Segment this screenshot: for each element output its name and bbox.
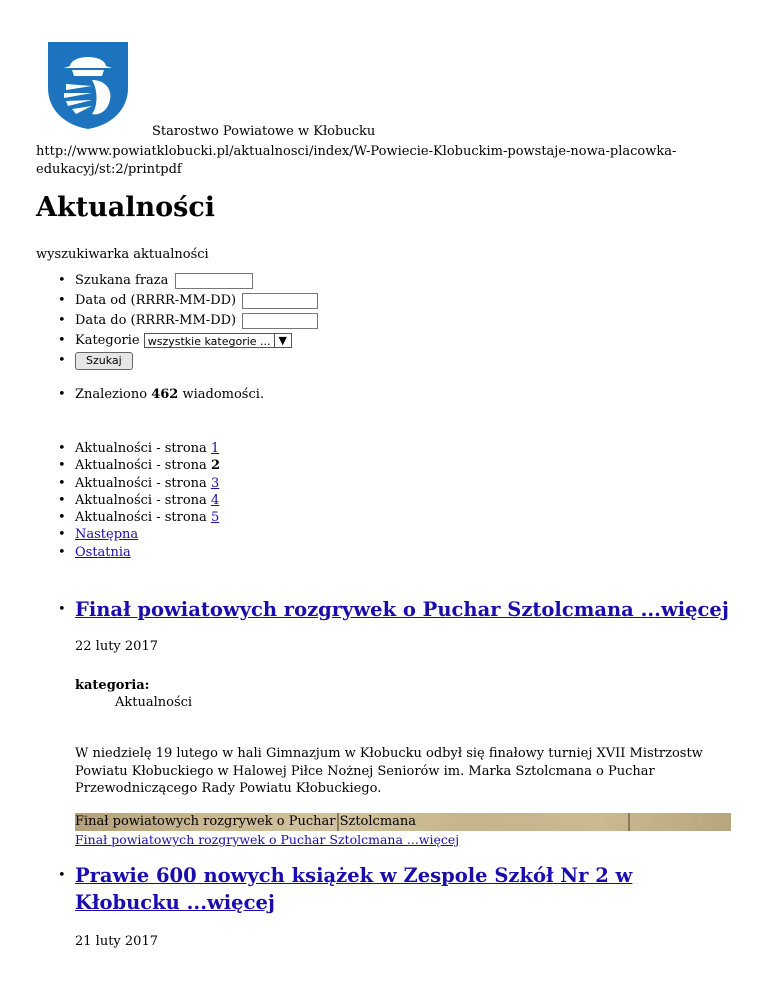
page-link-5[interactable]: 5 xyxy=(210,510,220,526)
next-page-link[interactable]: Następna xyxy=(75,527,139,543)
pagination xyxy=(75,440,220,561)
date-from-input[interactable] xyxy=(242,293,318,309)
search-form xyxy=(75,272,318,372)
date-to-row xyxy=(75,312,318,332)
page-title: Aktualności xyxy=(36,192,216,223)
page-link-1[interactable]: 1 xyxy=(210,441,220,456)
page-item: • Aktualności - strona 5 xyxy=(75,509,220,526)
article-title-link[interactable]: Finał powiatowych rozgrywek o Puchar Sztolcmana ...więcej xyxy=(75,598,729,621)
category-label: Kategorie xyxy=(75,333,140,348)
article-title-link[interactable]: Prawie 600 nowych książek w Zespole Szkół Nr 2 w Kłobucku ...więcej xyxy=(75,864,633,914)
phrase-label: Szukana fraza xyxy=(75,273,169,288)
date-to-label: Data do (RRRR-MM-DD) xyxy=(75,313,237,328)
results-prefix: Znaleziono xyxy=(75,387,148,402)
page-item xyxy=(75,526,220,543)
last-page-link[interactable]: Ostatnia xyxy=(75,544,131,560)
category-row xyxy=(75,332,318,352)
article-category-label: kategoria: xyxy=(75,678,150,693)
site-name: Starostwo Powiatowe w Kłobucku xyxy=(152,124,376,139)
phrase-input[interactable] xyxy=(175,273,253,289)
page-item: • Aktualności - strona 4 xyxy=(75,492,220,509)
article-more-link[interactable]: Finał powiatowych rozgrywek o Puchar Sztolcmana ...więcej xyxy=(75,832,460,847)
results-summary xyxy=(75,387,264,402)
article-item xyxy=(75,864,675,918)
page-item: • Aktualności - strona 2 xyxy=(75,457,220,474)
page-url: http://www.powiatklobucki.pl/aktualnosci/index/W-Powiecie-Klobuckim-powstaje-nowa-placowka-edukacyj/st:2/printpdf xyxy=(36,144,677,177)
coat-of-arms-logo xyxy=(46,40,130,130)
page-item xyxy=(75,544,220,561)
date-to-input[interactable] xyxy=(242,313,318,329)
article-date: 22 luty 2017 xyxy=(75,639,158,654)
submit-row xyxy=(75,352,318,372)
page-current: 2 xyxy=(210,458,220,474)
phrase-row xyxy=(75,272,318,292)
dropdown-arrow-icon: ▼ xyxy=(274,334,291,347)
page-link-4[interactable]: 4 xyxy=(210,492,220,508)
search-title: wyszukiwarka aktualności xyxy=(36,247,209,262)
page-item: • Aktualności - strona 1 xyxy=(75,440,220,457)
results-suffix: wiadomości. xyxy=(182,387,265,402)
date-from-label: Data od (RRRR-MM-DD) xyxy=(75,293,237,308)
article-list-2 xyxy=(75,864,675,918)
article-excerpt: W niedzielę 19 lutego w hali Gimnazjum w Kłobucku odbył się finałowy turniej XVII Mistrzostw Powiatu Kłobuckiego w Halowej Piłce Nożnej Seniorów im. Marka Sztolcmana o Puchar Przewodniczącego Rady Powiatu Kłobuckiego. xyxy=(75,746,703,796)
search-button[interactable]: Szukaj xyxy=(75,352,133,370)
page-link-3[interactable]: 3 xyxy=(210,475,220,491)
date-from-row xyxy=(75,292,318,312)
article-date: 21 luty 2017 xyxy=(75,934,158,949)
category-select[interactable] xyxy=(144,333,292,348)
results-count: 462 xyxy=(151,387,179,402)
article-item xyxy=(75,598,755,625)
article-image-caption: Finał powiatowych rozgrywek o Puchar Sztolcmana xyxy=(75,814,417,829)
category-select-value: wszystkie kategorie ... xyxy=(147,335,271,348)
article-category: Aktualności xyxy=(115,695,193,710)
article-list xyxy=(75,598,755,625)
page-item: • Aktualności - strona 3 xyxy=(75,475,220,492)
